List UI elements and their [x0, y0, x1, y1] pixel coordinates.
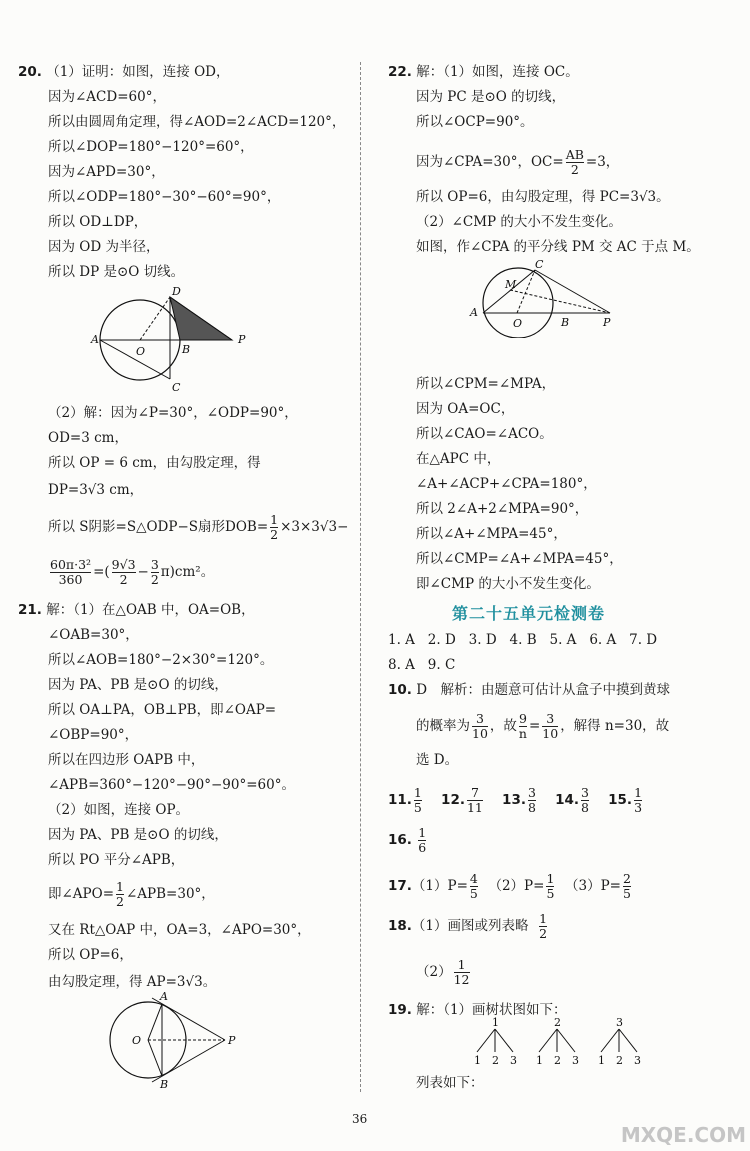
tree-branch [619, 1029, 637, 1052]
q20-line15: $\frac{\text{60π·3²}}{360}$ =( $\frac{9√3}{2}$ − $\frac{3}{2}$ π)cm²。 [50, 557, 215, 587]
q22-line15: 所以∠CMP=∠A+∠MPA=45°， [416, 551, 623, 567]
tree-branch [495, 1029, 513, 1052]
tree-root-2: 2 [554, 1016, 561, 1029]
watermark: MXQE.COM [620, 1123, 746, 1147]
fig1-label-o: O [136, 345, 146, 358]
q10-line3: 选 D。 [416, 752, 459, 768]
q21-line3: 所以∠AOB=180°−2×30°=120°。 [48, 652, 274, 668]
tree-leaf: 3 [510, 1054, 517, 1067]
fig1-label-d: D [172, 285, 181, 298]
figure-angle-bisector [465, 258, 625, 338]
q20-line2: 因为∠ACD=60°， [48, 89, 166, 105]
q21-line7: 所以在四边形 OAPB 中， [48, 752, 205, 768]
fig2-label-c: C [535, 258, 544, 271]
tree-leaf: 2 [554, 1054, 561, 1067]
q20-line11: OD=3 cm， [48, 430, 128, 446]
tree-branch [477, 1029, 495, 1052]
fig2-label-o: O [513, 317, 523, 330]
tree-root-3: 3 [616, 1016, 623, 1029]
tree-diagram [470, 1016, 650, 1068]
tree-leaf: 3 [634, 1054, 641, 1067]
fig2-label-a: A [470, 306, 478, 319]
q22-line14: 所以∠A+∠MPA=45°， [416, 526, 567, 542]
column-divider [360, 62, 361, 1092]
section-title: 第二十五单元检测卷 [452, 604, 606, 623]
q20-line13: DP=3√3 cm， [48, 482, 144, 498]
q21-line6: ∠OBP=90°， [48, 727, 139, 743]
answer-17: 17.（1）P= $\frac{4}{5}$ （2）P= $\frac{1}{5}$ （3）P= $\frac{2}{5}$ [388, 871, 631, 901]
fig3-label-p: P [228, 1034, 236, 1047]
figure-circle-tangent-dp [90, 285, 260, 400]
page-number: 36 [352, 1112, 368, 1126]
answer-19: 19. 解：（1）画树状图如下： [388, 1002, 567, 1018]
q10-line1: 10. D 解析：由题意可估计从盒子中摸到黄球 [388, 682, 671, 698]
q21-line12: 即∠APO= $\frac{1}{2}$ ∠APB=30°， [48, 879, 215, 909]
q19-table-intro: 列表如下： [416, 1075, 484, 1091]
fig1-label-p: P [238, 333, 246, 346]
q22-line6: （2）∠CMP 的大小不发生变化。 [416, 214, 622, 230]
tree-root-1: 1 [492, 1016, 499, 1029]
q21-line9: （2）如图，连接 OP。 [48, 802, 190, 818]
tree-leaf: 2 [492, 1054, 499, 1067]
q21-line15: 由勾股定理，得 AP=3√3。 [48, 974, 217, 990]
q20-line6: 所以∠ODP=180°−30°−60°=90°， [48, 189, 281, 205]
q21-line2: ∠OAB=30°， [48, 627, 139, 643]
fig3-label-b: B [160, 1078, 169, 1090]
q22-line4: 因为∠CPA=30°，OC= $\frac{AB}{2}$ =3， [416, 147, 620, 177]
q22-line12: ∠A+∠ACP+∠CPA=180°， [416, 476, 597, 492]
q22-line2: 因为 PC 是⊙O 的切线， [416, 89, 566, 105]
tree-leaf: 1 [536, 1054, 543, 1067]
q20-line9: 所以 DP 是⊙O 切线。 [48, 264, 185, 280]
tree-leaf: 1 [474, 1054, 481, 1067]
fig1-label-a: A [91, 333, 99, 346]
answer-18-1: 18.（1）画图或列表略 $\frac{1}{2}$ [388, 911, 548, 941]
q10-line2: 的概率为 $\frac{3}{10}$ ，故 $\frac{9}{n}$ = $\frac{3}{10}$ ，解得 n=30，故 [416, 711, 670, 741]
fig1-label-c: C [172, 381, 181, 394]
q22-line8: 所以∠CPM=∠MPA， [416, 376, 556, 392]
q21-line13: 又在 Rt△OAP 中，OA=3，∠APO=30°， [48, 922, 311, 938]
answer-16: 16. $\frac{1}{6}$ [388, 825, 427, 855]
fig2-label-p: P [603, 316, 611, 329]
answers-row2: 8. A 9. C [388, 657, 456, 673]
tree-leaf: 2 [616, 1054, 623, 1067]
tree-leaf: 3 [572, 1054, 579, 1067]
q22-line5: 所以 OP=6，由勾股定理，得 PC=3√3。 [416, 189, 670, 205]
q20-line1: 20. （1）证明：如图，连接 OD， [18, 64, 230, 80]
q21-line8: ∠APB=360°−120°−90°−90°=60°。 [48, 777, 295, 793]
q20-line5: 因为∠APD=30°， [48, 164, 165, 180]
q22-line3: 所以∠OCP=90°。 [416, 114, 534, 130]
fig3-label-a: A [160, 990, 168, 1003]
q22-line11: 在△APC 中， [416, 451, 501, 467]
answers-row1: 1. A 2. D 3. D 4. B 5. A 6. A 7. D [388, 632, 658, 648]
q21-line5: 所以 OA⊥PA，OB⊥PB，即∠OAP= [48, 702, 277, 718]
tree-leaf: 1 [598, 1054, 605, 1067]
q20-line12: 所以 OP = 6 cm，由勾股定理，得 [48, 455, 261, 471]
answer-18-2: （2） $\frac{1}{12}$ [416, 957, 470, 987]
tree-branch [557, 1029, 575, 1052]
q21-line14: 所以 OP=6， [48, 947, 133, 963]
q22-line10: 所以∠CAO=∠ACO。 [416, 426, 553, 442]
figure-two-tangents [100, 990, 250, 1090]
q21-line1: 21. 解：（1）在△OAB 中，OA=OB， [18, 602, 255, 618]
tree-branch [601, 1029, 619, 1052]
q22-line9: 因为 OA=OC， [416, 401, 515, 417]
q20-line4: 所以∠DOP=180°−120°=60°， [48, 139, 254, 155]
q20-line10: （2）解：因为∠P=30°，∠ODP=90°， [48, 405, 298, 421]
q21-line11: 所以 PO 平分∠APB， [48, 852, 185, 868]
q20-line3: 所以由圆周角定理，得∠AOD=2∠ACD=120°， [48, 114, 346, 130]
q22-line1: 22. 解：（1）如图，连接 OC。 [388, 64, 579, 80]
q21-line10: 因为 PA、PB 是⊙O 的切线， [48, 827, 228, 843]
q22-line13: 所以 2∠A+2∠MPA=90°， [416, 501, 589, 517]
fig1-label-b: B [182, 343, 191, 356]
fig2-label-b: B [561, 316, 570, 329]
q21-line4: 因为 PA、PB 是⊙O 的切线， [48, 677, 228, 693]
q20-line14: 所以 S阴影=S△ODP−S扇形DOB= $\frac{1}{2}$ ×3×3√3− [48, 512, 349, 542]
fig3-label-o: O [132, 1034, 142, 1047]
tree-branch [539, 1029, 557, 1052]
answers-11-15: 11. $\frac{1}{5}$ 12. $\frac{7}{11}$ 13. $\frac{3}{8}$ 14. $\frac{3}{8}$ 15. $\frac{1}{3}$ [388, 785, 643, 815]
q20-line8: 因为 OD 为半径， [48, 239, 160, 255]
q20-line7: 所以 OD⊥DP， [48, 214, 148, 230]
q22-line16: 即∠CMP 的大小不发生变化。 [416, 576, 600, 592]
fig2-label-m: M [505, 278, 517, 291]
q22-line7: 如图，作∠CPA 的平分线 PM 交 AC 于点 M。 [416, 239, 700, 255]
